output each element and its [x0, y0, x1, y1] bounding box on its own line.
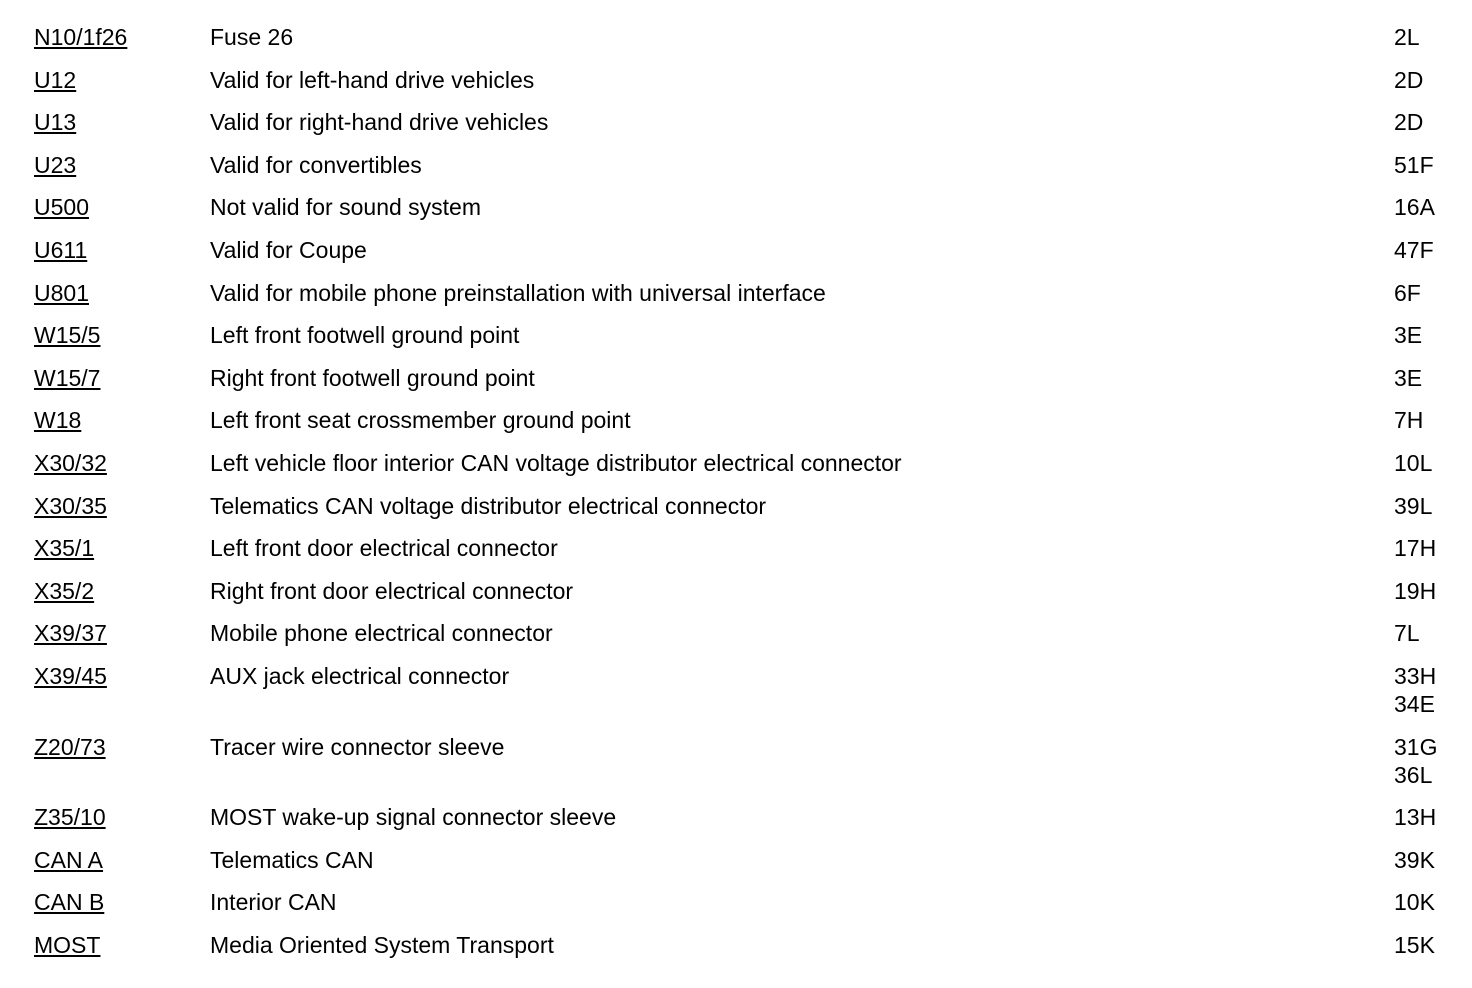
grid-location: 6F — [1394, 279, 1421, 306]
grid-location-list — [1394, 577, 1454, 605]
grid-location: 17H — [1394, 535, 1437, 562]
legend-row — [34, 446, 1454, 489]
grid-location-list — [1394, 193, 1454, 221]
component-code-link[interactable]: Z20/73 — [34, 733, 106, 760]
legend-row — [34, 531, 1454, 574]
component-description: Right front door electrical connector — [210, 577, 574, 604]
grid-location-list — [1394, 108, 1454, 136]
grid-location-list — [1394, 449, 1454, 477]
component-code-link[interactable]: X30/35 — [34, 492, 107, 519]
grid-location-list — [1394, 931, 1454, 959]
grid-location: 2D — [1394, 109, 1424, 136]
grid-location-list — [1394, 534, 1454, 562]
legend-row — [34, 885, 1454, 928]
component-code-link[interactable]: W15/7 — [34, 364, 101, 391]
legend-row — [34, 63, 1454, 106]
grid-location: 3E — [1394, 322, 1423, 349]
legend-row — [34, 148, 1454, 191]
component-code-link[interactable]: N10/1f26 — [34, 24, 128, 50]
component-description: Valid for left-hand drive vehicles — [210, 66, 535, 93]
component-description: Valid for right-hand drive vehicles — [210, 109, 549, 136]
component-description: Left front door electrical connector — [210, 535, 558, 562]
grid-location: 34E — [1394, 690, 1435, 717]
component-code-link[interactable]: Z35/10 — [34, 804, 106, 831]
component-description: Interior CAN — [210, 889, 337, 916]
grid-location-list — [1394, 236, 1454, 264]
grid-location-list — [1394, 66, 1454, 94]
component-description: Left vehicle floor interior CAN voltage distributor electrical connector — [210, 449, 902, 476]
component-description: Valid for mobile phone preinstallation with universal interface — [210, 279, 826, 306]
legend-row — [34, 489, 1454, 532]
component-code-link[interactable]: W18 — [34, 407, 82, 434]
grid-location-list — [1394, 492, 1454, 520]
legend-row — [34, 730, 1454, 801]
component-description: Left front seat crossmember ground point — [210, 407, 631, 434]
component-code-link[interactable]: U13 — [34, 109, 77, 136]
legend-row — [34, 190, 1454, 233]
legend-row — [34, 318, 1454, 361]
component-code-link[interactable]: X35/2 — [34, 577, 95, 604]
grid-location: 39L — [1394, 492, 1433, 519]
component-code-link[interactable]: U23 — [34, 151, 77, 178]
grid-location: 7L — [1394, 620, 1420, 647]
grid-location: 33H — [1394, 662, 1437, 689]
component-description: Telematics CAN voltage distributor electrical connector — [210, 492, 767, 519]
legend-row — [34, 403, 1454, 446]
component-code-link[interactable]: MOST — [34, 931, 101, 958]
legend-row — [34, 276, 1454, 319]
component-description: AUX jack electrical connector — [210, 662, 510, 689]
grid-location-list — [1394, 662, 1454, 718]
legend-row — [34, 659, 1454, 730]
component-description: Right front footwell ground point — [210, 364, 535, 391]
grid-location: 15K — [1394, 931, 1435, 958]
legend-row — [34, 105, 1454, 148]
grid-location: 2L — [1394, 24, 1420, 50]
component-code-link[interactable]: U12 — [34, 66, 77, 93]
grid-location: 31G — [1394, 733, 1438, 760]
legend-row — [34, 233, 1454, 276]
grid-location: 10L — [1394, 449, 1433, 476]
component-description: Valid for Coupe — [210, 236, 367, 263]
component-description: Tracer wire connector sleeve — [210, 733, 505, 760]
grid-location: 51F — [1394, 151, 1434, 178]
grid-location: 36L — [1394, 761, 1433, 788]
component-code-link[interactable]: U611 — [34, 236, 88, 263]
component-description: Telematics CAN — [210, 846, 374, 873]
component-code-link[interactable]: X30/32 — [34, 449, 107, 476]
component-code-link[interactable]: X35/1 — [34, 535, 95, 562]
grid-location-list — [1394, 364, 1454, 392]
component-description: MOST wake-up signal connector sleeve — [210, 804, 617, 831]
grid-location: 19H — [1394, 577, 1437, 604]
component-code-link[interactable]: W15/5 — [34, 322, 101, 349]
grid-location-list — [1394, 846, 1454, 874]
legend-row — [34, 361, 1454, 404]
grid-location: 16A — [1394, 194, 1435, 221]
legend-row — [34, 800, 1454, 843]
grid-location-list — [1394, 619, 1454, 647]
component-description: Not valid for sound system — [210, 194, 482, 221]
component-description: Media Oriented System Transport — [210, 931, 554, 958]
component-description: Valid for convertibles — [210, 151, 422, 178]
grid-location: 47F — [1394, 236, 1434, 263]
grid-location: 13H — [1394, 804, 1437, 831]
grid-location-list — [1394, 321, 1454, 349]
component-description: Fuse 26 — [210, 24, 294, 50]
component-code-link[interactable]: CAN B — [34, 889, 105, 916]
component-code-link[interactable]: X39/37 — [34, 620, 107, 647]
legend-row — [34, 20, 1454, 63]
component-description: Mobile phone electrical connector — [210, 620, 553, 647]
legend-row — [34, 574, 1454, 617]
component-code-link[interactable]: CAN A — [34, 846, 104, 873]
legend-row — [34, 928, 1454, 971]
grid-location: 3E — [1394, 364, 1423, 391]
component-code-link[interactable]: U801 — [34, 279, 89, 306]
grid-location: 10K — [1394, 889, 1435, 916]
legend-row — [34, 616, 1454, 659]
grid-location: 39K — [1394, 846, 1435, 873]
grid-location-list — [1394, 803, 1454, 831]
legend-row — [34, 843, 1454, 886]
grid-location: 7H — [1394, 407, 1424, 434]
grid-location-list — [1394, 733, 1454, 789]
grid-location-list — [1394, 888, 1454, 916]
grid-location-list — [1394, 406, 1454, 434]
grid-location-list — [1394, 23, 1454, 51]
grid-location-list — [1394, 279, 1454, 307]
component-code-link[interactable]: U500 — [34, 194, 89, 221]
component-legend-table — [34, 20, 1454, 970]
grid-location-list — [1394, 151, 1454, 179]
component-description: Left front footwell ground point — [210, 322, 520, 349]
grid-location: 2D — [1394, 66, 1424, 93]
component-code-link[interactable]: X39/45 — [34, 662, 107, 689]
